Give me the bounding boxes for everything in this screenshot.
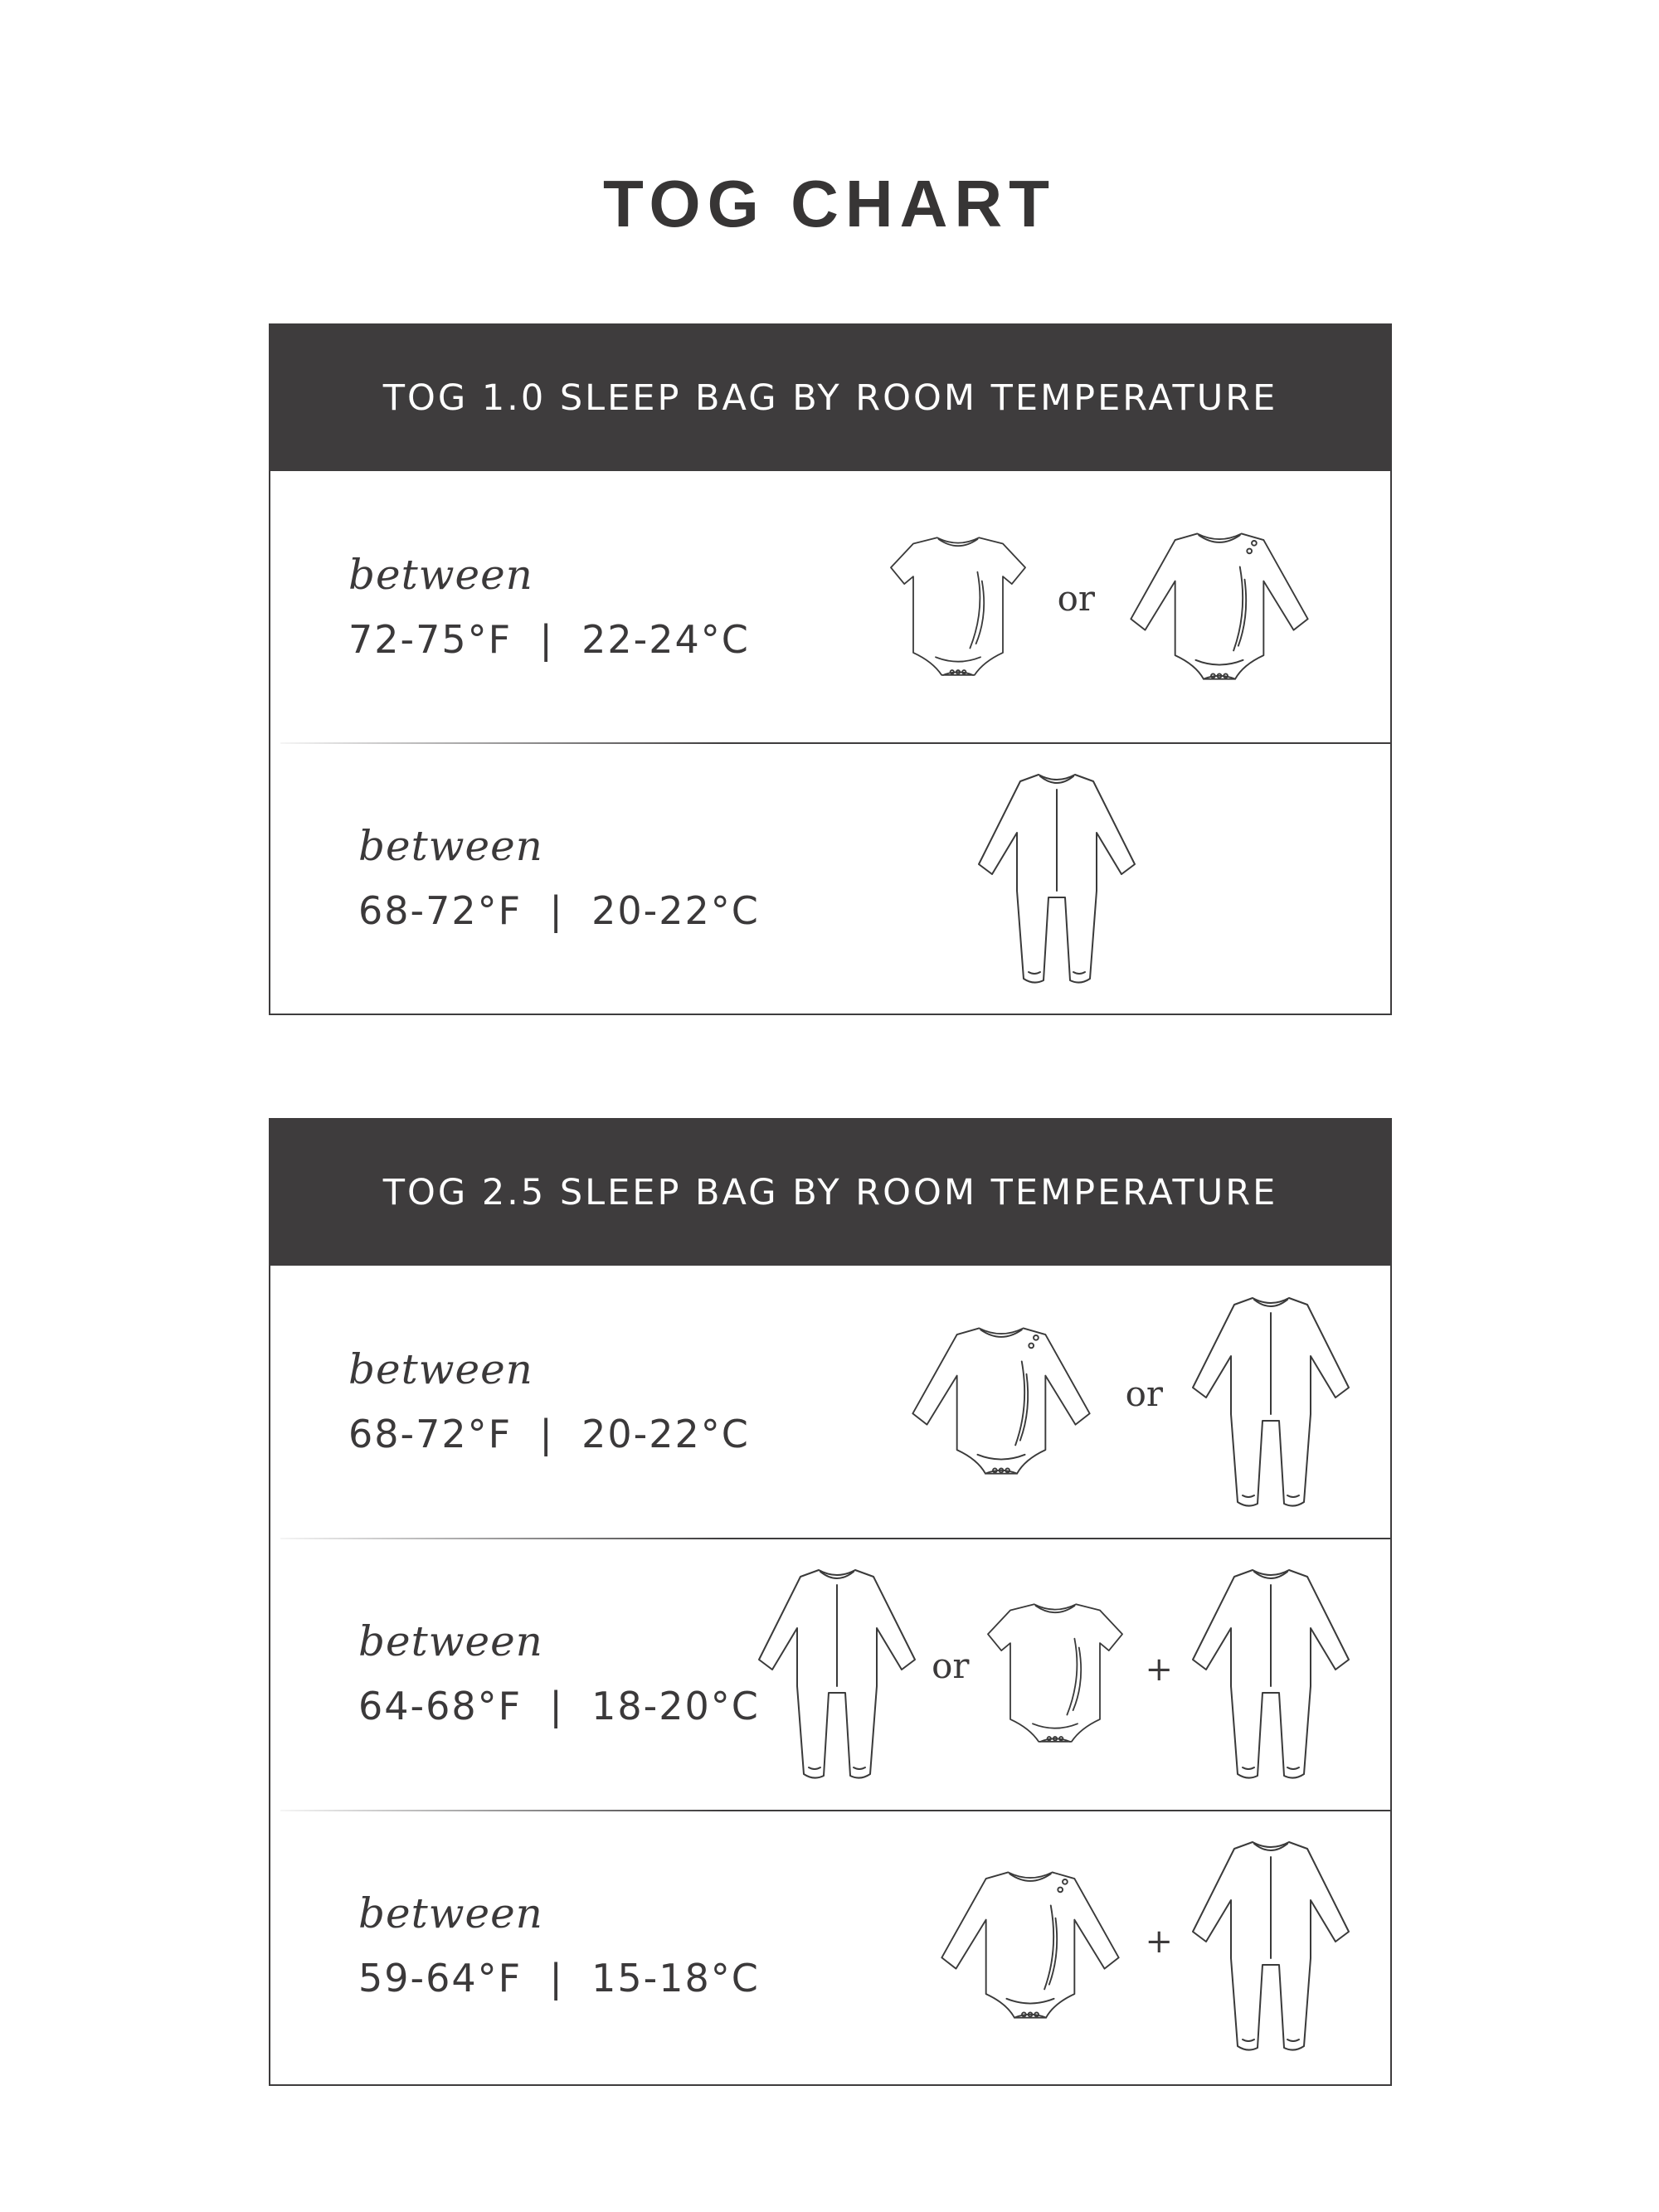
temperature-label	[348, 551, 750, 662]
long-sleeve-bodysuit-icon	[902, 1319, 1101, 1485]
temperature-range: 72-75°F | 22-24°C	[348, 617, 750, 662]
garment-options	[931, 1810, 1354, 2082]
page-title: TOG CHART	[602, 167, 1057, 241]
between-label: between	[348, 551, 533, 599]
garment-options	[883, 471, 1319, 742]
table-row	[270, 471, 1390, 742]
short-sleeve-bodysuit-icon	[883, 527, 1033, 687]
between-label: between	[358, 1617, 543, 1665]
footed-sleepsuit-icon	[1188, 1290, 1354, 1514]
table-row	[270, 1266, 1390, 1538]
or-separator: or	[1057, 578, 1095, 619]
table-header: TOG 2.5 SLEEP BAG BY ROOM TEMPERATURE	[270, 1120, 1390, 1266]
long-sleeve-bodysuit-icon	[931, 1863, 1130, 2029]
garment-options	[974, 742, 1140, 1014]
long-sleeve-bodysuit-icon	[1120, 524, 1319, 690]
tog-2-5-table	[269, 1118, 1392, 2086]
temperature-label	[348, 1345, 750, 1456]
temperature-range: 68-72°F | 20-22°C	[348, 1412, 750, 1456]
temperature-label	[358, 822, 760, 933]
between-label: between	[358, 822, 543, 870]
plus-separator: +	[1145, 1650, 1173, 1689]
footed-sleepsuit-icon	[1188, 1834, 1354, 2058]
temperature-range: 59-64°F | 15-18°C	[358, 1956, 760, 2001]
plus-separator: +	[1145, 1923, 1173, 1961]
temperature-label	[358, 1889, 760, 2001]
between-label: between	[348, 1345, 533, 1393]
footed-sleepsuit-icon	[1188, 1562, 1354, 1786]
garment-options	[754, 1538, 1354, 1810]
table-header: TOG 1.0 SLEEP BAG BY ROOM TEMPERATURE	[270, 325, 1390, 471]
temperature-range: 68-72°F | 20-22°C	[358, 888, 760, 933]
temperature-range: 64-68°F | 18-20°C	[358, 1684, 760, 1728]
row-divider	[280, 742, 1390, 744]
or-separator: or	[932, 1645, 970, 1686]
tog-1-0-table	[269, 323, 1392, 1015]
temperature-label	[358, 1617, 760, 1728]
or-separator: or	[1125, 1373, 1163, 1414]
footed-sleepsuit-icon	[754, 1562, 920, 1786]
garment-options	[902, 1266, 1354, 1538]
table-row	[270, 1538, 1390, 1810]
footed-sleepsuit-icon	[974, 766, 1140, 990]
table-row	[270, 1810, 1390, 2082]
between-label: between	[358, 1889, 543, 1937]
table-row	[270, 742, 1390, 1014]
short-sleeve-bodysuit-icon	[980, 1594, 1130, 1753]
